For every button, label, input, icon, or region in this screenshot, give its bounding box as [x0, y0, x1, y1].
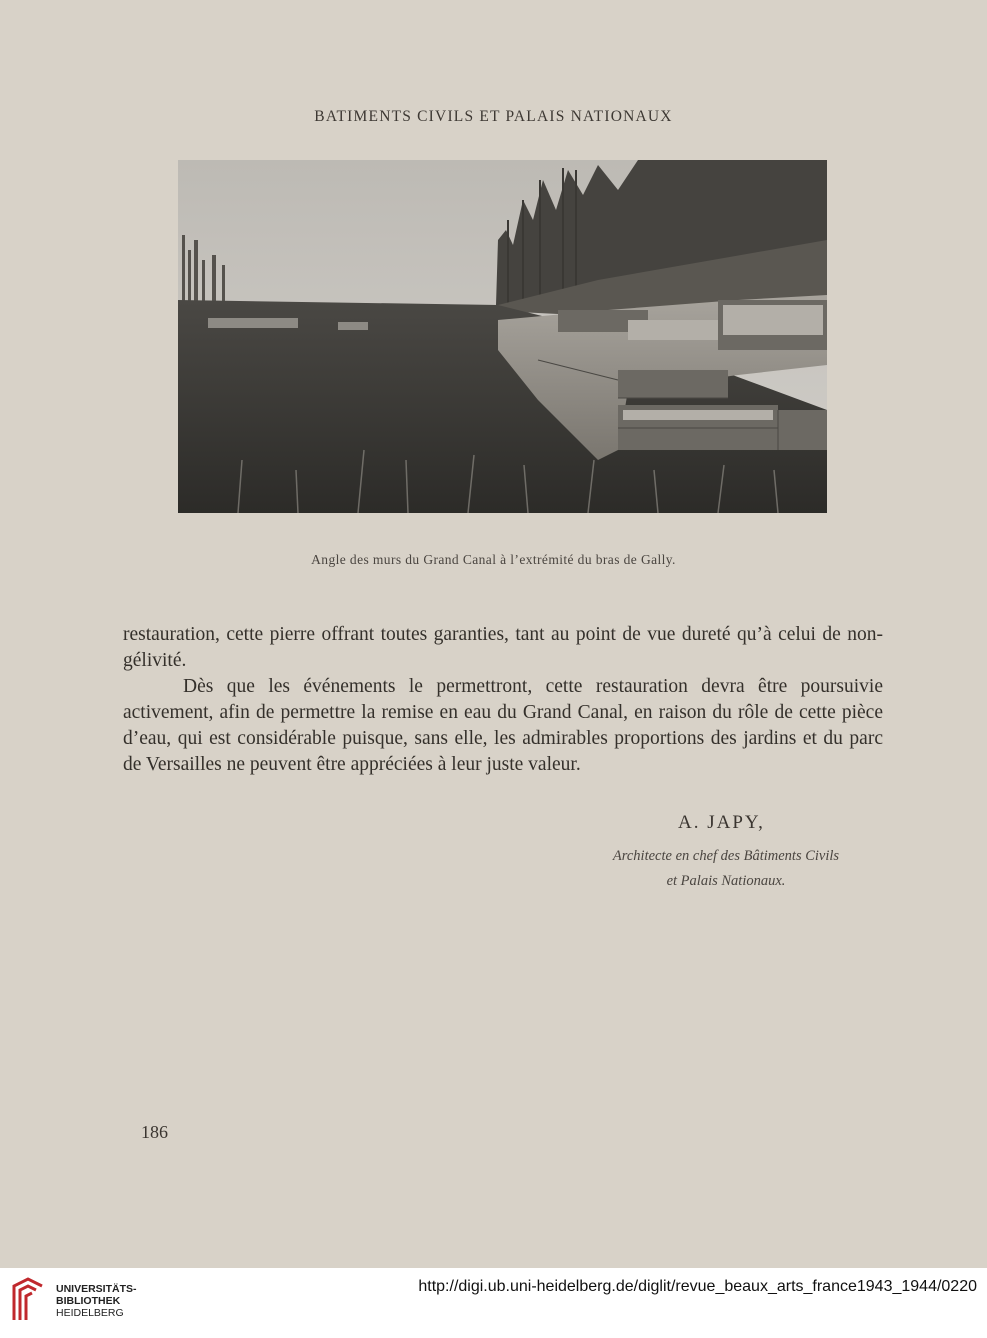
page-number: 186: [141, 1122, 168, 1142]
paragraph-1: restauration, cette pierre offrant toutes garanties, tant au point de vue dureté qu’à celui de non-gélivité.: [123, 624, 883, 671]
photograph-illustration: [178, 160, 827, 513]
library-name-line-1: UNIVERSITÄTS-: [56, 1283, 137, 1295]
library-name: [56, 1283, 137, 1319]
library-name-line-3: HEIDELBERG: [56, 1307, 124, 1319]
source-url-link[interactable]: http://digi.ub.uni-heidelberg.de/diglit/revue_beaux_arts_france1943_1944/0220: [418, 1278, 977, 1295]
running-title: BATIMENTS CIVILS ET PALAIS NATIONAUX: [314, 108, 673, 125]
body-text: [123, 622, 883, 778]
photograph-grand-canal-walls: [178, 160, 827, 513]
library-name-line-2: BIBLIOTHEK: [56, 1295, 121, 1307]
figure-caption: Angle des murs du Grand Canal à l’extrémité du bras de Gally.: [311, 552, 676, 567]
author-name: A. JAPY,: [678, 812, 765, 833]
author-title-line-1: Architecte en chef des Bâtiments Civils: [612, 848, 840, 864]
author-title: [596, 844, 856, 894]
university-library-logo-icon: [10, 1276, 48, 1322]
paragraph-2: Dès que les événements le permettront, cette restauration devra être poursuivie activement, afin de permettre la remise en eau du Grand Canal, en raison du rôle de cette pièce d’eau, qui est considérable puisque, sans elle, les admirables proportions des jardins et du parc de Versailles ne peuvent être appréciées à leur juste valeur.: [123, 676, 883, 775]
author-title-line-2: et Palais Nationaux.: [666, 873, 786, 889]
